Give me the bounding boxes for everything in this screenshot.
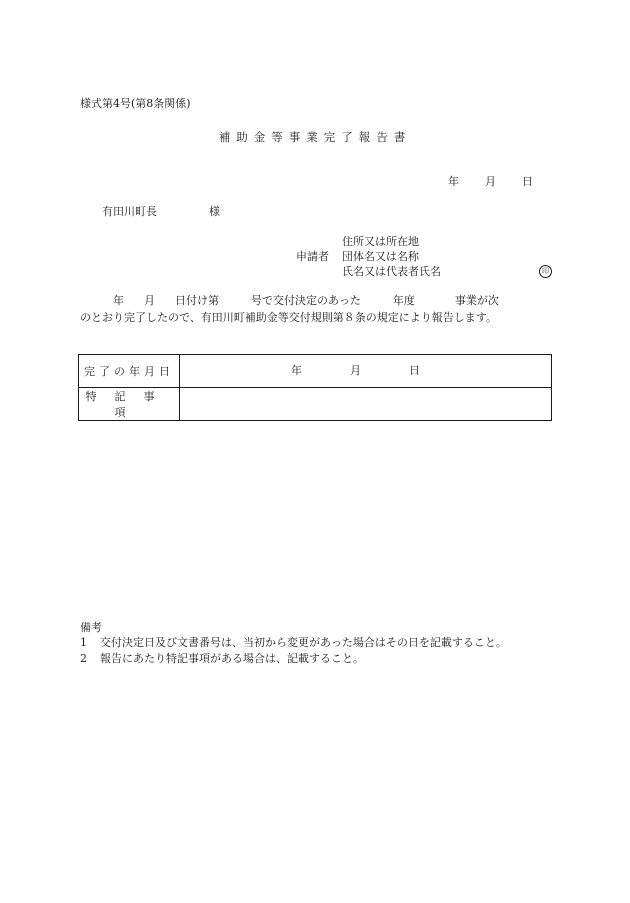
report-date [448,175,533,189]
completion-date-value[interactable] [180,355,552,388]
special-notes-label: 特記事項 [79,388,180,421]
document-title: 補助金等事業完了報告書 [218,130,412,144]
applicant-label: 申請者 [296,250,329,263]
completion-month-label: 月 [350,364,361,377]
address-field-label: 住所又は所在地 [342,235,419,248]
note-item: 2 報告にあたり特記事項がある場合は、記載すること。 [80,652,364,665]
table-row [79,388,552,421]
form-number: 様式第4号(第8条関係) [80,97,191,110]
note-item: 1 交付決定日及び文書番号は、当初から変更があった場合はその日を記載すること。 [80,636,507,649]
organization-field-label: 団体名又は名称 [342,250,419,263]
completion-day-label: 日 [409,364,420,377]
date-day-label: 日 [522,175,533,188]
addressee [102,205,220,219]
special-notes-value[interactable] [180,388,552,421]
body-paragraph-line2: のとおり完了したので、有田川町補助金等交付規則第８条の規定により報告します。 [80,311,497,324]
completion-year-label: 年 [291,364,302,377]
notes-title: 備考 [80,621,102,634]
addressee-honorific: 様 [209,205,220,218]
table-row [79,355,552,388]
date-year-label: 年 [448,175,459,188]
addressee-name: 有田川町長 [102,205,157,218]
completion-info-table [78,354,552,421]
seal-mark-icon: 印 [539,265,552,278]
date-month-label: 月 [485,175,496,188]
completion-date-label: 完了の年月日 [79,355,180,388]
body-paragraph-line1: 年 月 日付け第 号で交付決定のあった 年度 事業が次 [113,294,499,307]
representative-name-field-label: 氏名又は代表者氏名 [342,265,441,278]
